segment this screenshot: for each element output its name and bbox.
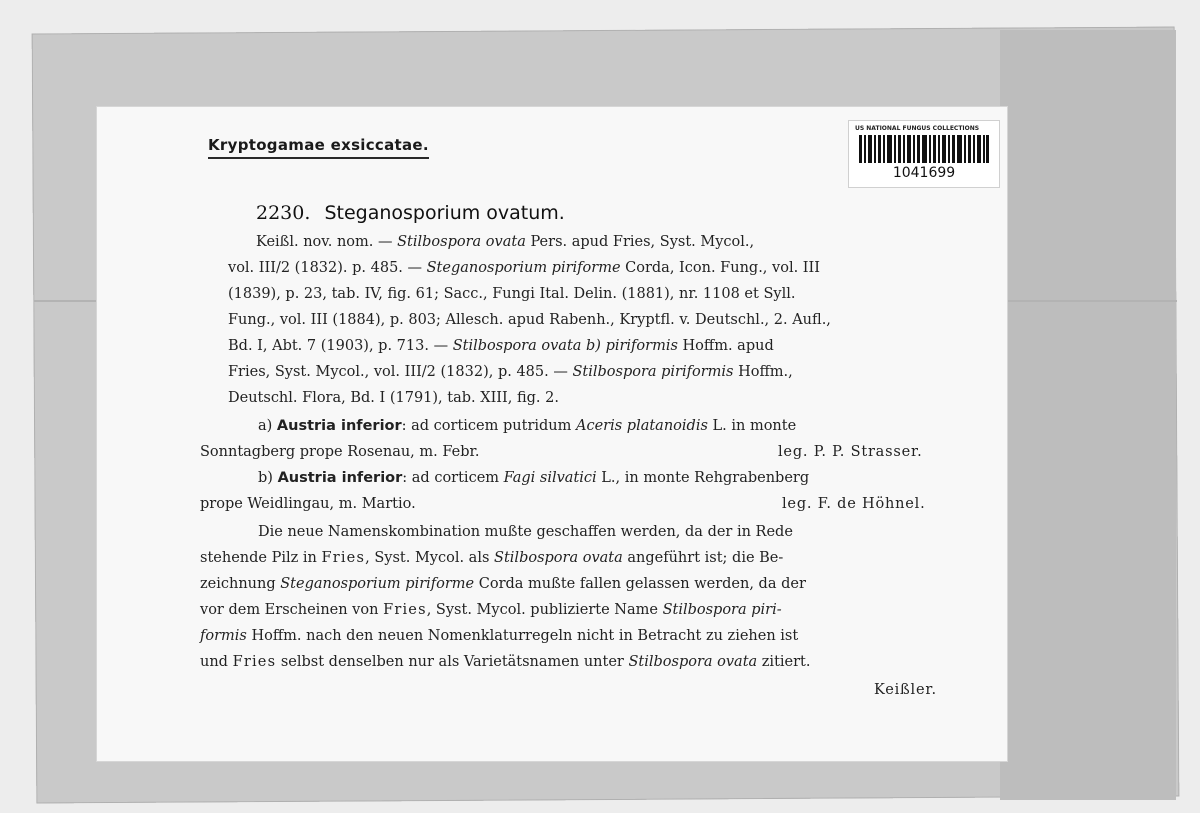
author-name: Fries — [321, 550, 366, 566]
locality-text: L., in monte Rehgrabenberg — [596, 470, 810, 486]
synonymy-text: Keißl. nov. nom. — — [256, 234, 398, 250]
author-name: Fries — [383, 602, 427, 618]
synonymy-text: Hoffm. apud — [677, 338, 774, 354]
note-text: , Syst. Mycol. als — [365, 550, 495, 566]
barcode-number: 1041699 — [892, 165, 956, 181]
note-text: vor dem Erscheinen von — [200, 602, 384, 618]
synonymy-line — [256, 234, 754, 250]
locality-text: L. in monte — [707, 418, 797, 434]
host-name: Fagi silvatici — [503, 470, 597, 486]
synonymy-line — [228, 364, 793, 380]
synonymy-line — [228, 260, 820, 276]
synonymy-line: (1839), p. 23, tab. IV, fig. 61; Sacc., Fungi Ital. Delin. (1881), nr. 1108 et Syll. — [228, 286, 796, 302]
collector-b: leg. F. de Höhnel. — [782, 496, 926, 512]
synonymy-text: Bd. I, Abt. 7 (1903), p. 713. — — [228, 338, 453, 354]
series-title: Kryptogamae exsiccatae. — [208, 136, 429, 159]
locality-text: : ad corticem — [402, 470, 504, 486]
synonymy-text: Fries, Syst. Mycol., vol. III/2 (1832), p. 485. — — [228, 364, 573, 380]
note-text: zitiert. — [757, 654, 811, 670]
locality-a-line: Sonntagberg prope Rosenau, m. Febr. — [200, 444, 480, 460]
note-text: angeführt ist; die Be- — [622, 550, 784, 566]
note-text: selbst denselben nur als Varietätsnamen unter — [276, 654, 629, 670]
locality-marker: b) — [258, 470, 278, 486]
synonymy-text: Corda, Icon. Fung., vol. III — [620, 260, 820, 276]
locality-text: : ad corticem putridum — [401, 418, 576, 434]
synonym-name: Stilbospora ovata b) piriformis — [452, 338, 678, 354]
synonymy-text: Hoffm., — [733, 364, 793, 380]
herbarium-label — [96, 106, 1008, 762]
note-line: Die neue Namenskombination mußte geschaffen werden, da der in Rede — [258, 524, 793, 540]
locality-region: Austria inferior — [277, 470, 403, 486]
synonymy-line — [228, 338, 774, 354]
note-line — [200, 628, 798, 644]
host-name: Aceris platanoidis — [576, 418, 708, 434]
taxon-name: Stilbospora ovata — [494, 550, 623, 566]
synonym-name: Stilbospora piriformis — [572, 364, 734, 380]
barcode-icon — [859, 135, 989, 163]
author-name: Fries — [232, 654, 277, 670]
note-line — [200, 576, 806, 592]
note-author: Keißler. — [874, 682, 937, 698]
synonymy-text: vol. III/2 (1832). p. 485. — — [228, 260, 427, 276]
exsiccata-number: 2230. — [256, 202, 311, 224]
locality-b-line — [258, 470, 809, 486]
note-text: stehende Pilz in — [200, 550, 322, 566]
locality-a-line — [258, 418, 796, 434]
note-text: Corda mußte fallen gelassen werden, da der — [474, 576, 806, 592]
synonymy-line: Deutschl. Flora, Bd. I (1791), tab. XIII, fig. 2. — [228, 390, 559, 406]
synonym-name: Steganosporium piriforme — [426, 260, 621, 276]
locality-region: Austria inferior — [276, 418, 402, 434]
note-line — [200, 602, 782, 618]
note-line — [200, 654, 811, 670]
taxon-name: Stilbospora ovata — [628, 654, 758, 670]
note-text: , Syst. Mycol. publizierte Name — [426, 602, 663, 618]
taxon-name: Stilbospora piri- — [662, 602, 782, 618]
taxon-name: formis — [200, 628, 247, 644]
note-text: zeichnung — [200, 576, 281, 592]
backing-sheet-edge — [1000, 30, 1176, 800]
note-text: und — [200, 654, 233, 670]
species-heading — [256, 202, 565, 224]
barcode-sticker — [848, 120, 1000, 188]
synonym-name: Stilbospora ovata — [397, 234, 526, 250]
note-text: Hoffm. nach den neuen Nomenklaturregeln nicht in Betracht zu ziehen ist — [246, 628, 799, 644]
locality-b-line: prope Weidlingau, m. Martio. — [200, 496, 416, 512]
note-line — [200, 550, 783, 566]
synonymy-text: Pers. apud Fries, Syst. Mycol., — [525, 234, 755, 250]
synonymy-line: Fung., vol. III (1884), p. 803; Allesch. apud Rabenh., Kryptfl. v. Deutschl., 2. Aufl., — [228, 312, 831, 328]
species-name: Steganosporium ovatum. — [324, 202, 565, 224]
collector-a: leg. P. P. Strasser. — [778, 444, 923, 460]
taxon-name: Steganosporium piriforme — [280, 576, 475, 592]
locality-marker: a) — [258, 418, 277, 434]
barcode-caption: US NATIONAL FUNGUS COLLECTIONS — [855, 125, 980, 132]
